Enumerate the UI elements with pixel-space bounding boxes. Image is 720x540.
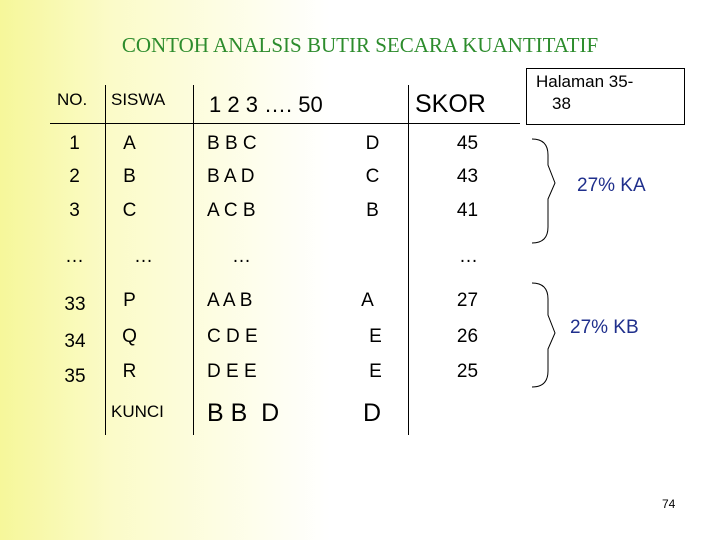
row-answers: A C B: [207, 200, 256, 221]
group-label-ka: 27% KA: [577, 175, 646, 196]
group-label-kb: 27% KB: [570, 317, 639, 338]
header-separator: [50, 123, 520, 124]
row-skor: 41: [456, 200, 479, 221]
row-siswa: P: [123, 290, 136, 311]
page-reference: [536, 71, 633, 115]
row-answer-50: E: [369, 361, 382, 382]
row-answers: B A D: [207, 166, 255, 187]
row-siswa: C: [122, 200, 137, 221]
header-items: 1 2 3 …. 50: [209, 92, 323, 117]
row-no: 34: [64, 331, 86, 352]
row-answer-50: E: [369, 326, 382, 347]
row-siswa: A: [123, 133, 136, 154]
header-no: NO.: [57, 90, 88, 109]
row-answers: B B C: [207, 133, 257, 154]
header-skor: SKOR: [415, 90, 486, 118]
page-reference-line: Halaman 35-: [536, 72, 634, 91]
row-skor: 26: [456, 326, 479, 347]
row-no: 2: [69, 166, 80, 187]
row-siswa: R: [122, 361, 137, 382]
row-answer-50: A: [361, 290, 374, 311]
ellipsis-siswa: …: [134, 246, 153, 267]
table-divider: [105, 85, 106, 435]
page-reference-line: 38: [552, 94, 571, 113]
row-no: 3: [69, 200, 80, 221]
row-answers: C D E: [207, 326, 258, 347]
row-siswa: Q: [122, 326, 137, 347]
row-answers: A A B: [207, 290, 253, 311]
row-answer-50: B: [366, 200, 379, 221]
row-answer-50: C: [365, 166, 380, 187]
kunci-answer-50: D: [363, 399, 382, 427]
row-answers: D E E: [207, 361, 257, 382]
brace-bottom: [532, 283, 555, 387]
table-divider: [408, 85, 409, 435]
row-no: 33: [64, 294, 86, 315]
row-no: 1: [69, 133, 80, 154]
row-answer-50: D: [365, 133, 380, 154]
ellipsis-skor: …: [459, 246, 478, 267]
row-skor: 27: [456, 290, 479, 311]
table-divider: [193, 85, 194, 435]
row-skor: 25: [456, 361, 479, 382]
row-skor: 43: [456, 166, 479, 187]
row-siswa: B: [123, 166, 136, 187]
row-no: 35: [64, 366, 86, 387]
kunci-answers: B B D: [207, 399, 280, 427]
ellipsis-answers: …: [232, 246, 251, 267]
row-skor: 45: [456, 133, 479, 154]
brace-top: [532, 139, 555, 243]
header-siswa: SISWA: [111, 90, 166, 109]
group-braces: [520, 125, 570, 415]
page-number: 74: [662, 497, 676, 511]
page-title: CONTOH ANALSIS BUTIR SECARA KUANTITATIF: [121, 33, 599, 57]
ellipsis-no: …: [65, 246, 84, 267]
kunci-label: KUNCI: [111, 402, 164, 421]
